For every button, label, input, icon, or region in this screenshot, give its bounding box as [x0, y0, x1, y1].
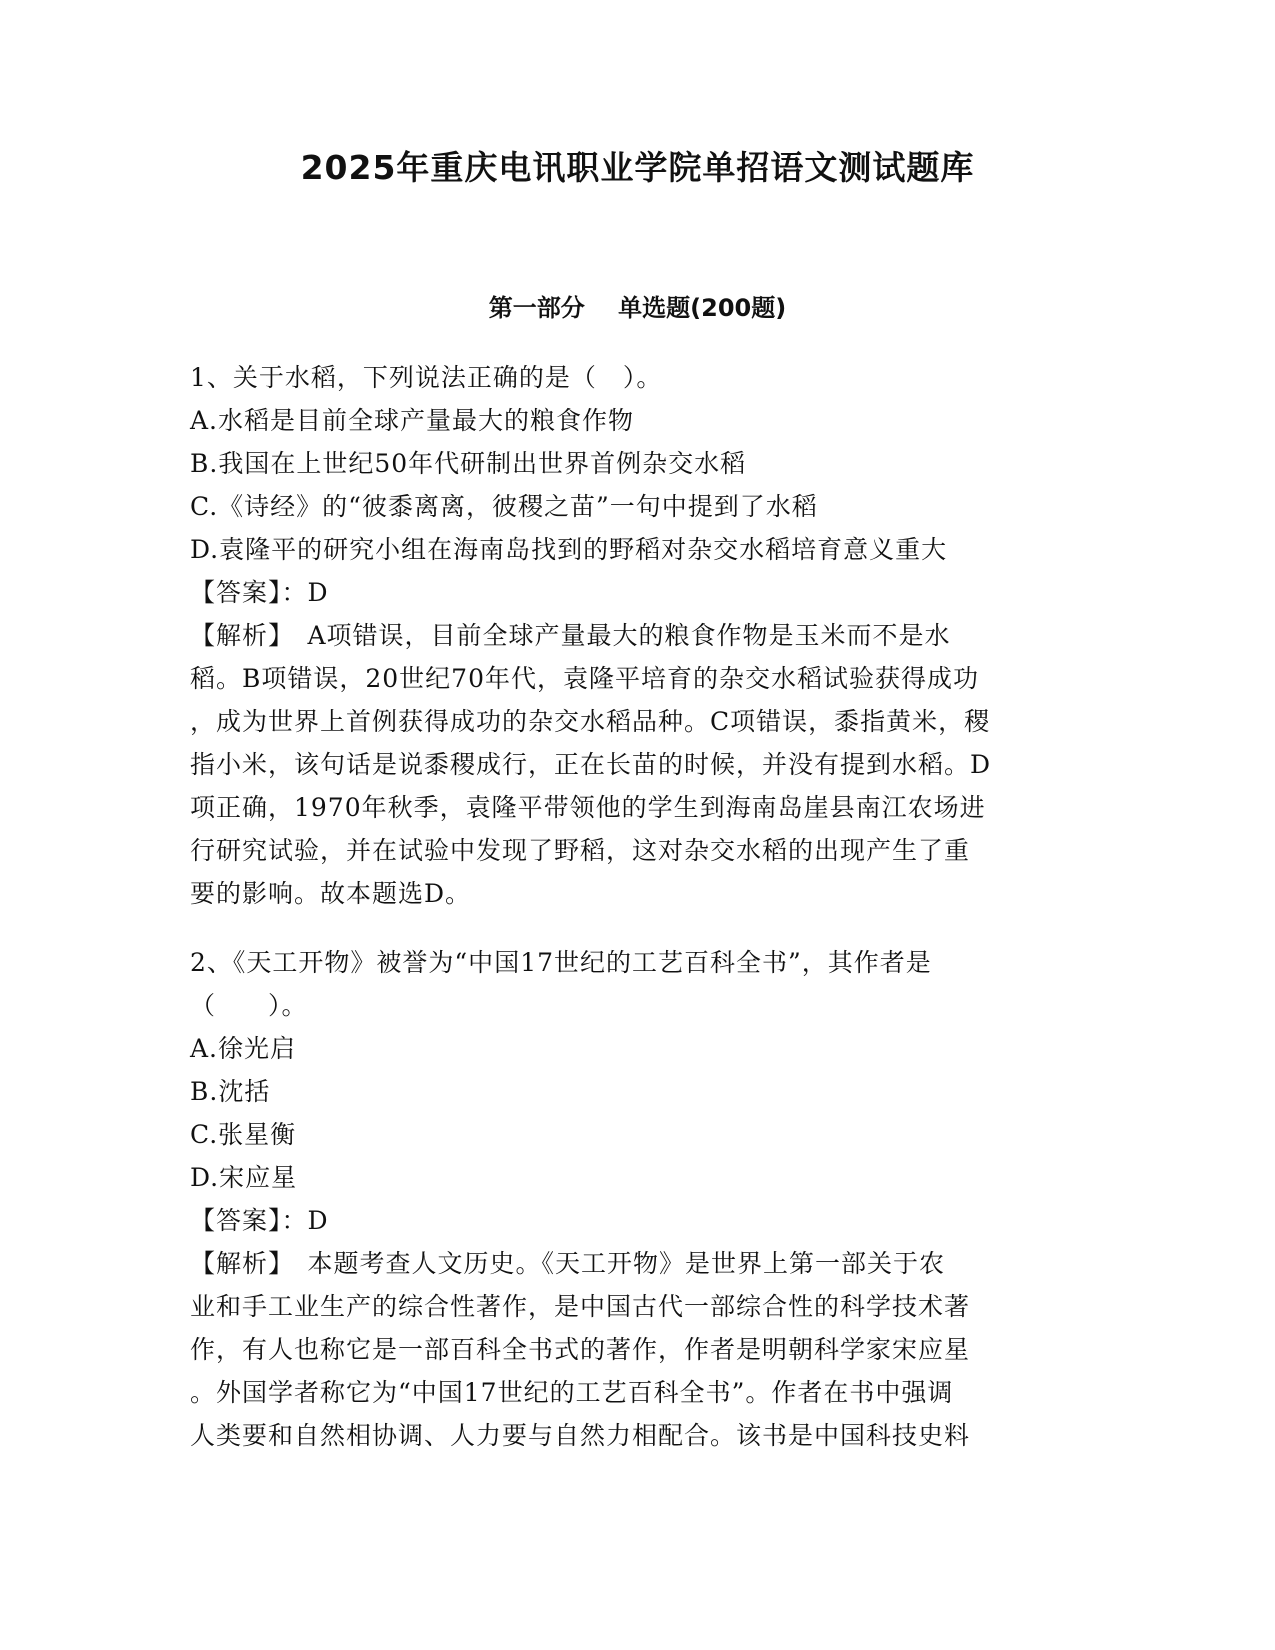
question-2: [190, 941, 1088, 1457]
section-heading: 第一部分 单选题(200题): [488, 294, 787, 322]
question-1-option-b: B.我国在上世纪50年代研制出世界首例杂交水稻: [190, 449, 747, 478]
question-1-explanation-line: 稻。B项错误，20世纪70年代，袁隆平培育的杂交水稻试验获得成功: [190, 664, 979, 693]
question-1-option-a: A.水稻是目前全球产量最大的粮食作物: [190, 406, 635, 435]
question-2-explanation-line: 业和手工业生产的综合性著作，是中国古代一部综合性的科学技术著: [190, 1292, 971, 1321]
question-2-stem-continued: （ ）。: [190, 991, 308, 1020]
question-1-explanation-line: 行研究试验，并在试验中发现了野稻，这对杂交水稻的出现产生了重: [190, 836, 971, 865]
question-1-explanation-line: 【解析】 A项错误，目前全球产量最大的粮食作物是玉米而不是水: [190, 621, 951, 650]
question-2-answer: 【答案】：D: [190, 1206, 329, 1235]
question-2-explanation-line: 作，有人也称它是一部百科全书式的著作，作者是明朝科学家宋应星: [190, 1335, 971, 1364]
question-2-option-a: A.徐光启: [190, 1034, 297, 1063]
question-1-option-d: D.袁隆平的研究小组在海南岛找到的野稻对杂交水稻培育意义重大: [190, 535, 948, 564]
question-1-explanation-line: 要的影响。故本题选D。: [190, 879, 472, 908]
question-2-stem: 2、《天工开物》被誉为“中国17世纪的工艺百科全书”，其作者是: [190, 948, 932, 977]
document-title: 2025年重庆电讯职业学院单招语文测试题库: [300, 148, 975, 187]
question-2-explanation-line: 【解析】 本题考查人文历史。《天工开物》是世界上第一部关于农: [190, 1249, 946, 1278]
question-1: [190, 356, 1088, 915]
question-2-option-d: D.宋应星: [190, 1163, 298, 1192]
question-1-explanation-line: ，成为世界上首例获得成功的杂交水稻品种。C项错误，黍指黄米，稷: [190, 707, 991, 736]
question-2-explanation-line: 人类要和自然相协调、人力要与自然力相配合。该书是中国科技史料: [190, 1421, 971, 1450]
question-1-explanation-line: 指小米，该句话是说黍稷成行，正在长苗的时候，并没有提到水稻。D: [190, 750, 992, 779]
question-1-option-c: C.《诗经》的“彼黍离离，彼稷之苗”一句中提到了水稻: [190, 492, 818, 521]
question-2-option-c: C.张星衡: [190, 1120, 297, 1149]
question-1-answer: 【答案】：D: [190, 578, 329, 607]
question-1-explanation-line: 项正确，1970年秋季，袁隆平带领他的学生到海南岛崖县南江农场进: [190, 793, 986, 822]
question-2-explanation-line: 。外国学者称它为“中国17世纪的工艺百科全书”。作者在书中强调: [190, 1378, 954, 1407]
question-2-option-b: B.沈括: [190, 1077, 271, 1106]
question-1-stem: 1、关于水稻，下列说法正确的是（ ）。: [190, 363, 663, 392]
